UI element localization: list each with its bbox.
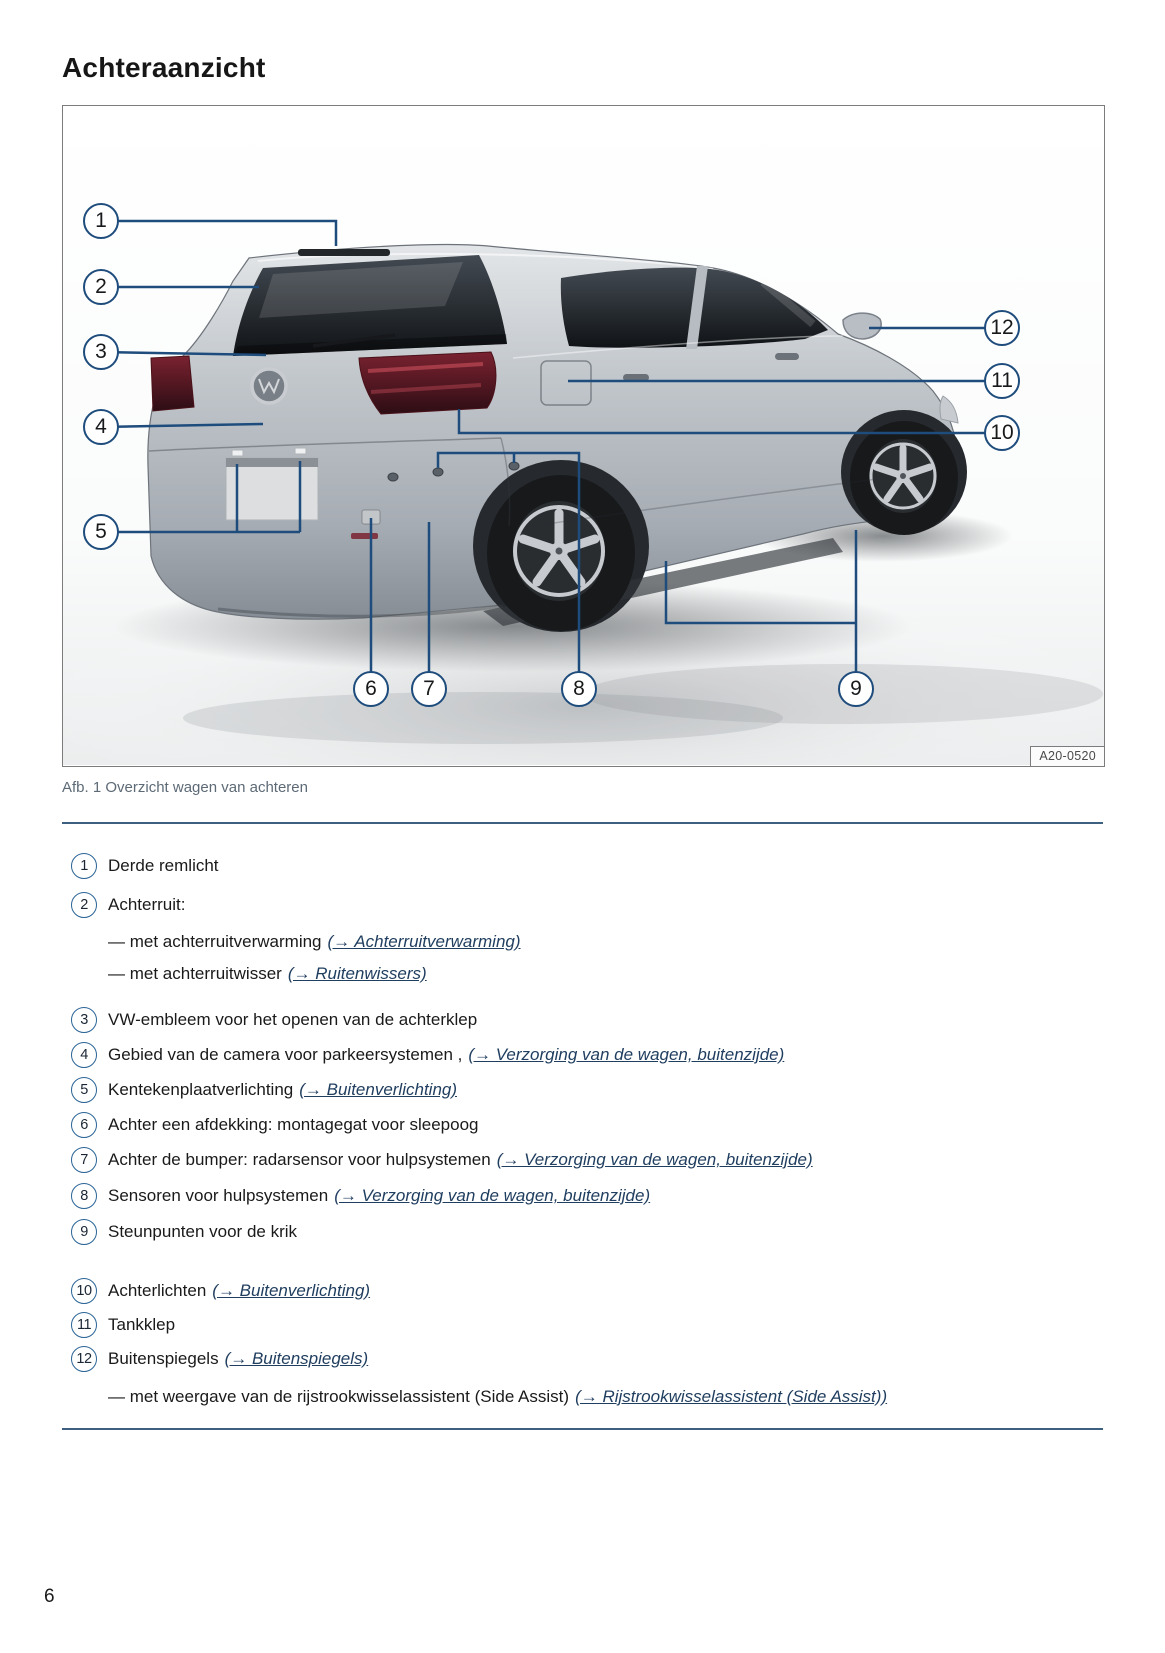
callout-9: 9 [838,671,874,707]
cross-reference-link[interactable]: (→ Achterruitverwarming) [327,932,521,951]
item-text: Kentekenplaatverlichting [108,1080,294,1099]
item-text: Achterlichten [108,1281,207,1300]
callout-11: 11 [984,363,1020,399]
item-number-badge: 1 [71,853,97,879]
subitem-text: — met weergave van de rijstrookwisselassistent (Side Assist) [108,1387,570,1406]
image-code-label: A20-0520 [1030,746,1105,767]
callout-3: 3 [83,334,119,370]
figure-rear-view [62,105,1105,767]
item-number-badge: 6 [71,1112,97,1138]
item-text: Gebied van de camera voor parkeersystemen , [108,1045,463,1064]
item-number-badge: 2 [71,892,97,918]
item-text: Achterruit: [108,895,186,914]
callout-2: 2 [83,269,119,305]
legend-item-8 [62,1183,650,1209]
callout-4: 4 [83,409,119,445]
legend-subitem-2a [62,930,521,954]
item-number-badge: 8 [71,1183,97,1209]
legend-item-4 [62,1042,784,1068]
callout-7: 7 [411,671,447,707]
callout-10: 10 [984,415,1020,451]
item-text: Achter de bumper: radarsensor voor hulpsystemen [108,1150,491,1169]
legend-item-3 [62,1007,477,1033]
legend-item-9 [62,1219,297,1245]
cross-reference-link[interactable]: (→ Buitenverlichting) [212,1281,371,1300]
page-title: Achteraanzicht [62,52,266,83]
cross-reference-link[interactable]: (→ Ruitenwissers) [287,964,427,983]
legend-item-10 [62,1278,370,1304]
item-number-badge: 5 [71,1077,97,1103]
item-text: Buitenspiegels [108,1349,219,1368]
callout-6: 6 [353,671,389,707]
callout-5: 5 [83,514,119,550]
legend-subitem-2b [62,962,427,986]
legend-item-5 [62,1077,457,1103]
cross-reference-link[interactable]: (→ Verzorging van de wagen, buitenzijde) [468,1045,785,1064]
callout-12: 12 [984,310,1020,346]
item-number-badge: 12 [71,1346,97,1372]
legend-item-6 [62,1112,478,1138]
item-number-badge: 7 [71,1147,97,1173]
legend-item-7 [62,1147,813,1173]
callout-8: 8 [561,671,597,707]
cross-reference-link[interactable]: (→ Verzorging van de wagen, buitenzijde) [334,1186,651,1205]
page-number: 6 [44,1586,55,1607]
item-text: Tankklep [108,1315,176,1334]
item-number-badge: 10 [71,1278,97,1304]
item-text: Steunpunten voor de krik [108,1222,298,1241]
cross-reference-link[interactable]: (→ Rijstrookwisselassistent (Side Assist)) [575,1387,888,1406]
cross-reference-link[interactable]: (→ Buitenverlichting) [299,1080,458,1099]
divider-top [62,822,1103,824]
item-text: VW-embleem voor het openen van de achterklep [108,1010,478,1029]
item-text: Sensoren voor hulpsystemen [108,1186,329,1205]
item-text: Derde remlicht [108,856,219,875]
item-number-badge: 3 [71,1007,97,1033]
subitem-text: — met achterruitwisser [108,964,282,983]
legend-subitem-12a [62,1385,887,1409]
item-text: Achter een afdekking: montagegat voor sleepoog [108,1115,479,1134]
cross-reference-link[interactable]: (→ Buitenspiegels) [224,1349,369,1368]
cross-reference-link[interactable]: (→ Verzorging van de wagen, buitenzijde) [496,1150,813,1169]
legend-item-11 [62,1312,175,1338]
legend-item-2 [62,892,185,918]
item-number-badge: 4 [71,1042,97,1068]
subitem-text: — met achterruitverwarming [108,932,322,951]
figure-caption: Afb. 1 Overzicht wagen van achteren [62,779,308,796]
item-number-badge: 11 [71,1312,97,1338]
legend-item-12 [62,1346,368,1372]
legend-item-1 [62,853,219,879]
callout-1: 1 [83,203,119,239]
car-rear-illustration [63,106,1104,765]
divider-bottom [62,1428,1103,1430]
item-number-badge: 9 [71,1219,97,1245]
